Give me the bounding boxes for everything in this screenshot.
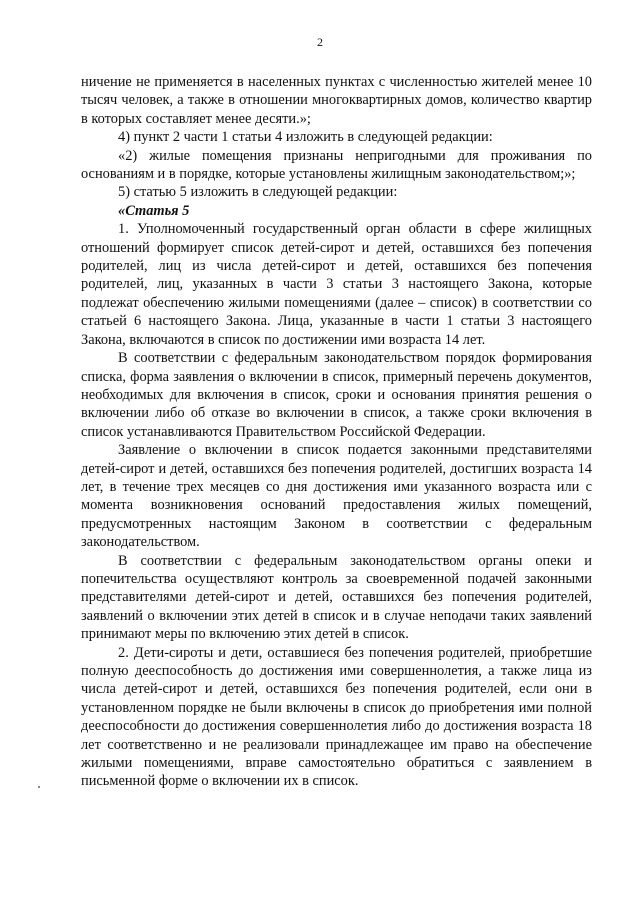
- paragraph-application: Заявление о включении в список подается законными представителями детей-сирот и детей, оставшихся без попечения родителей, достигших возраста 14 лет, в течение трех месяцев со дня достижения ими указанного возраста или с момента возникновения оснований предоставления жилых помещений, предусмотренных настоящим Законом в соответствии с федеральным законодательством.: [81, 442, 592, 551]
- paragraph-federal-procedure: В соответствии с федеральным законодательством порядок формирования списка, форма заявления о включении в список, примерный перечень документов, необходимых для включения в список, сроки и основания принятия решения о включении либо об отказе во включении в список, а также сроки включения в список устанавливаются Правительством Российской Федерации.: [81, 350, 592, 440]
- paragraph-item-4: 4) пункт 2 части 1 статьи 4 изложить в следующей редакции:: [118, 129, 493, 146]
- paragraph-article-part-1: 1. Уполномоченный государственный орган области в сфере жилищных отношений формирует список детей-сирот и детей, оставшихся без попечения родителей, лиц из числа детей-сирот и детей, оставшихся без попечения родителей, лиц, указанных в части 3 статьи 3 настоящего Закона, которые подлежат обеспечению жилыми помещениями (далее – список) в соответствии со статьей 6 настоящего Закона. Лица, указанные в части 1 статьи 3 настоящего Закона, включаются в список по достижении ими возраста 14 лет.: [81, 221, 592, 348]
- article-heading: «Статья 5: [118, 202, 190, 219]
- paragraph-article-part-2: 2. Дети-сироты и дети, оставшиеся без попечения родителей, приобретшие полную дееспособность до достижения ими совершеннолетия, а также лица из числа детей-сирот и детей, оставшихся без попечения родителей, если они в установленном порядке не были включены в список до приобретения ими полной дееспособности до достижения совершеннолетия либо до достижения возраста 18 лет соответственно и не реализовали принадлежащее им право на обеспечение жилыми помещениями, вправе самостоятельно обратиться с заявлением в письменной форме о включении их в список.: [81, 644, 592, 790]
- paragraph-quoted-item-2: «2) жилые помещения признаны непригодными для проживания по основаниям и в порядке, которые установлены жилищным законодательством;»;: [81, 147, 592, 183]
- page-number: 2: [317, 35, 323, 49]
- paragraph-guardianship-control: В соответствии с федеральным законодательством органы опеки и попечительства осуществляют контроль за своевременной подачей законными представителями детей-сирот и детей, оставшихся без попечения родителей, заявлений о включении этих детей в список и в случае неподачи таких заявлений принимают меры по включению этих детей в список.: [81, 552, 592, 643]
- document-body: [81, 73, 592, 791]
- paragraph-item-5: 5) статью 5 изложить в следующей редакции:: [118, 184, 398, 201]
- paragraph-continuation: ничение не применяется в населенных пунктах с численностью жителей менее 10 тысяч человек, а также в отношении многоквартирных домов, количество квартир в которых составляет менее десяти.»;: [81, 74, 592, 127]
- margin-mark: [38, 786, 40, 788]
